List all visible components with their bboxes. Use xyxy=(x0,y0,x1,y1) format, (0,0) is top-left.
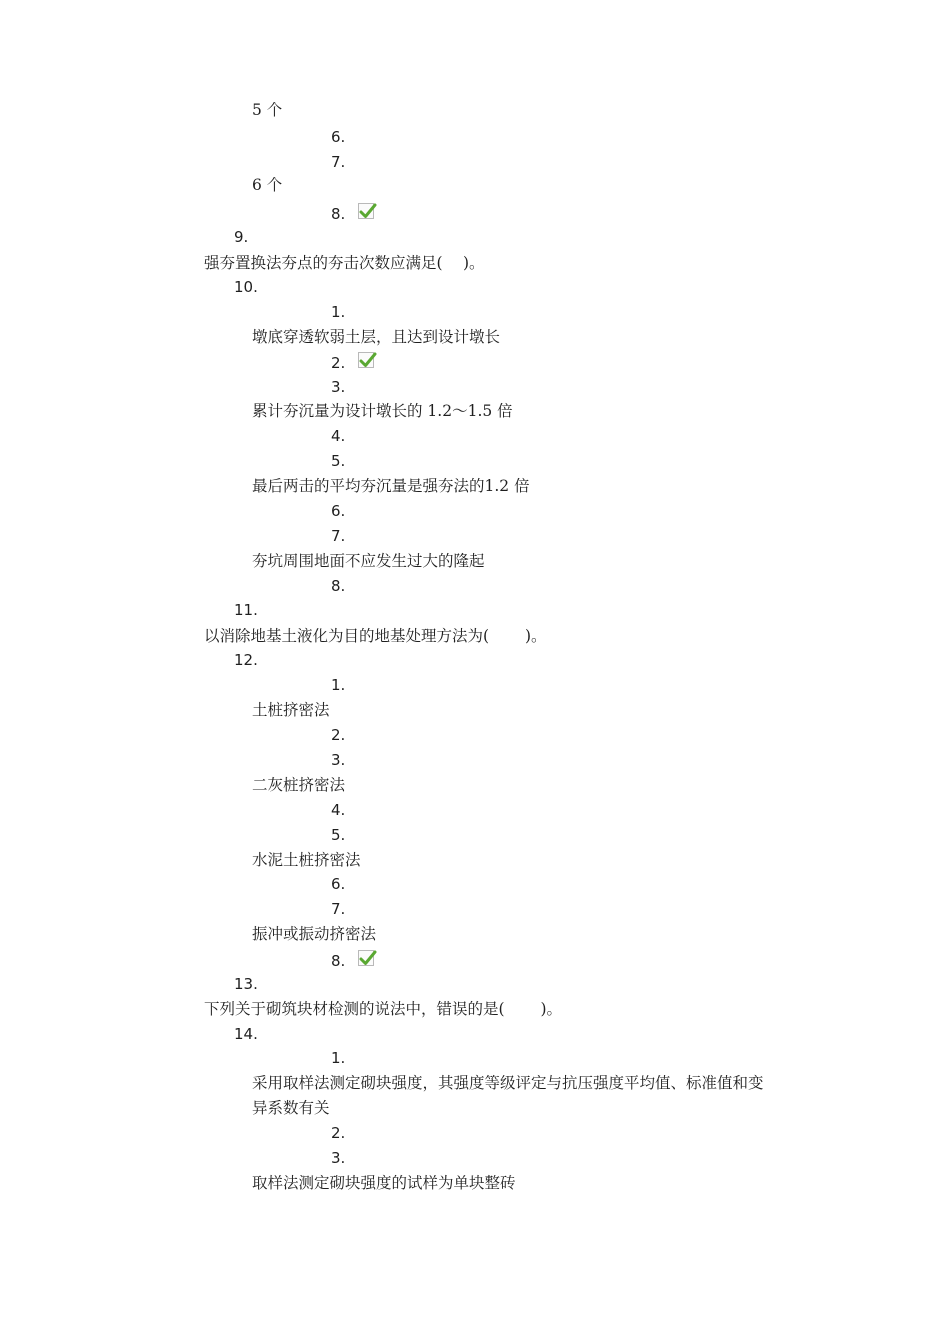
item-number: 6. xyxy=(331,128,346,146)
item-number: 1. xyxy=(331,303,346,321)
item-number: 7. xyxy=(331,900,346,918)
item-number: 3. xyxy=(331,1149,346,1167)
item-number: 14. xyxy=(234,1025,258,1043)
option-text: 振冲或振动挤密法 xyxy=(252,925,377,943)
option-text: 墩底穿透软弱土层，且达到设计墩长 xyxy=(252,328,501,346)
item-number: 7. xyxy=(331,153,346,171)
item-number: 1. xyxy=(331,1049,346,1067)
question-text: 强夯置换法夯点的夯击次数应满足( )。 xyxy=(204,254,485,272)
item-number: 6. xyxy=(331,502,346,520)
checkmark-icon xyxy=(358,950,374,966)
option-text: 最后两击的平均夯沉量是强夯法的1.2 倍 xyxy=(252,477,530,495)
item-number: 8. xyxy=(331,952,346,970)
item-number: 10. xyxy=(234,278,258,296)
question-text: 以消除地基土液化为目的地基处理方法为( )。 xyxy=(204,627,547,645)
option-text: 采用取样法测定砌块强度，其强度等级评定与抗压强度平均值、标准值和变 xyxy=(252,1074,764,1092)
item-number: 5. xyxy=(331,452,346,470)
item-number: 2. xyxy=(331,726,346,744)
item-number: 3. xyxy=(331,378,346,396)
item-number: 8. xyxy=(331,577,346,595)
option-text: 累计夯沉量为设计墩长的 1.2～1.5 倍 xyxy=(252,402,513,420)
item-number: 6. xyxy=(331,875,346,893)
checkmark-icon xyxy=(358,203,374,219)
checkmark-icon xyxy=(358,352,374,368)
item-number: 5. xyxy=(331,826,346,844)
option-text: 取样法测定砌块强度的试样为单块整砖 xyxy=(252,1174,516,1192)
option-text: 水泥土桩挤密法 xyxy=(252,851,361,869)
item-number: 9. xyxy=(234,228,249,246)
item-number: 2. xyxy=(331,1124,346,1142)
item-number: 4. xyxy=(331,427,346,445)
item-number: 1. xyxy=(331,676,346,694)
option-text: 夯坑周围地面不应发生过大的隆起 xyxy=(252,552,485,570)
option-text: 土桩挤密法 xyxy=(252,701,330,719)
option-text: 6 个 xyxy=(252,176,283,194)
item-number: 11. xyxy=(234,601,258,619)
option-text-continued: 异系数有关 xyxy=(252,1099,330,1117)
question-text: 下列关于砌筑块材检测的说法中，错误的是( )。 xyxy=(204,1000,563,1018)
item-number: 2. xyxy=(331,354,346,372)
option-text: 二灰桩挤密法 xyxy=(252,776,346,794)
item-number: 13. xyxy=(234,975,258,993)
item-number: 4. xyxy=(331,801,346,819)
item-number: 8. xyxy=(331,205,346,223)
item-number: 12. xyxy=(234,651,258,669)
item-number: 7. xyxy=(331,527,346,545)
option-text: 5 个 xyxy=(252,101,283,119)
item-number: 3. xyxy=(331,751,346,769)
